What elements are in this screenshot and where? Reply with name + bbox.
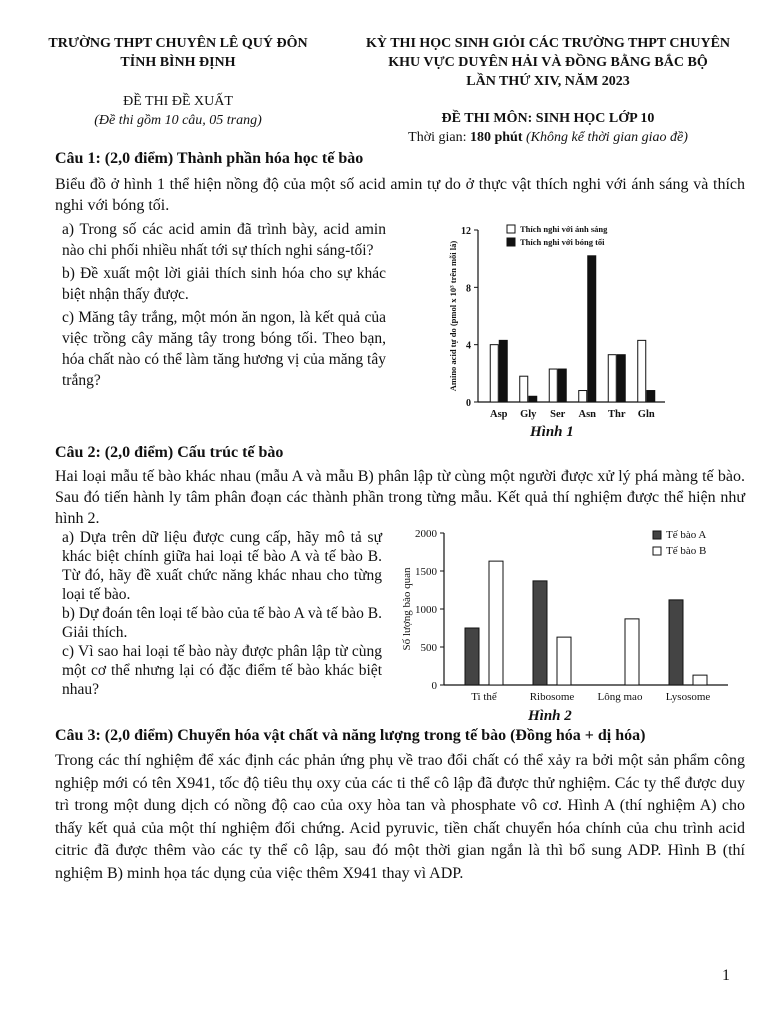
y-axis-label: Số lượng bào quan [401, 567, 413, 651]
bar-gly-2 [529, 396, 537, 402]
x-tick-label: Ti thể [471, 691, 497, 703]
x-tick-label: Gly [520, 409, 537, 420]
bar-asn-2 [588, 256, 596, 402]
bar-gln-2 [647, 391, 655, 402]
q1-title: Câu 1: (2,0 điểm) Thành phần hóa học tế bào [55, 150, 364, 167]
figure-2-chart [398, 525, 730, 710]
q1-parts [62, 219, 386, 391]
page-number: 1 [722, 967, 730, 984]
time-note: (Không kể thời gian giao đề) [526, 130, 688, 145]
school-name [28, 34, 328, 72]
time-line [336, 128, 760, 147]
bar-ser-2 [558, 369, 566, 402]
legend-label: Thích nghi với ánh sáng [520, 224, 608, 234]
bar-asp-1 [490, 345, 498, 402]
q3-title: Câu 3: (2,0 điểm) Chuyển hóa vật chất và năng lượng trong tế bào (Đồng hóa + dị hóa) [55, 727, 646, 744]
proposed-block [28, 92, 328, 130]
y-tick-label: 12 [461, 226, 471, 237]
y-tick-label: 500 [420, 642, 437, 654]
exam-line-1: KỲ THI HỌC SINH GIỎI CÁC TRƯỜNG THPT CHUYÊN [365, 36, 731, 51]
pages-note: (Đề thi gồm 10 câu, 05 trang) [94, 113, 262, 128]
bar-gln-1 [638, 340, 646, 402]
y-tick-label: 1500 [415, 566, 437, 578]
school-line-2: TỈNH BÌNH ĐỊNH [120, 55, 236, 70]
bar-ti-thể-1 [465, 628, 479, 685]
bar-ribosome-1 [533, 581, 547, 685]
x-tick-label: Asn [578, 409, 597, 420]
y-tick-label: 8 [466, 283, 471, 295]
q1-part-b: b) Đề xuất một lời giải thích sinh hóa cho sự khác biệt nhận thấy được. [62, 265, 386, 303]
legend-label: Tế bào B [666, 545, 707, 557]
bar-gly-1 [520, 376, 528, 402]
subject-title: ĐỀ THI MÔN: SINH HỌC LỚP 10 [441, 111, 655, 126]
q2-part-b: b) Dự đoán tên loại tế bào của tế bào A và tế bào B. Giải thích. [62, 605, 382, 641]
q2-intro: Hai loại mẫu tế bào khác nhau (mẫu A và mẫu B) phân lập từ cùng một người được xử lý phá màng tế bào. Sau đó tiến hành ly tâm phân đoạn các thành phần trong từng mẫu. Kết quả thí nghiệm được thể hiện như hình 2. [55, 468, 745, 527]
time-value: 180 phút [469, 130, 523, 145]
bar-asn-1 [579, 391, 587, 402]
q1-intro: Biểu đồ ở hình 1 thể hiện nồng độ của một số acid amin tự do ở thực vật thích nghi với ánh sáng và thích nghi với bóng tối. [55, 176, 745, 214]
q1-part-c: c) Măng tây trắng, một món ăn ngon, là kết quả của việc trồng cây măng tây trong bóng tối. Theo bạn, hóa chất nào có thể làm tăng hương vị của măng tây trắng? [62, 309, 386, 389]
q3-body: Trong các thí nghiệm để xác định các phản ứng phụ về trao đổi chất có thể xảy ra bởi một sản phẩm công nghiệp mới có tên X941, tốc độ tiêu thụ oxy của các ti thể cô lập đã được thử nghiệm. Các ty thể được duy trì trong một dung dịch có nồng độ cao của oxy hòa tan và phosphate vô cơ. Hình A (thí nghiệm A) cho thấy kết quả của một thí nghiệm đối chứng. Acid pyruvic, tiền chất chuyển hóa chính của chu trình acid citric đã được thêm vào các ty thể cô lập, sau đó một thời gian ngắn là thì bổ sung ADP. Hình B (thí nghiệm B) minh họa tác dụng của việc thêm X941 thay vì ADP. [55, 752, 745, 882]
figure-2-caption: Hình 2 [528, 708, 572, 724]
x-tick-label: Thr [607, 409, 626, 420]
y-tick-label: 2000 [415, 528, 437, 540]
bar-thr-2 [617, 355, 625, 402]
x-tick-label: Lysosome [665, 691, 711, 703]
x-tick-label: Ribosome [529, 691, 575, 703]
q2-title: Câu 2: (2,0 điểm) Cấu trúc tế bào [55, 444, 284, 461]
bar-thr-1 [608, 355, 616, 402]
bar-asp-2 [499, 340, 507, 402]
x-tick-label: Asp [489, 409, 508, 420]
q2-part-a: a) Dựa trên dữ liệu được cung cấp, hãy mô tả sự khác biệt chính giữa hai loại tế bào A và tế bào B. Từ đó, hãy đề xuất chức năng khác nhau cho từng loại tế bào. [62, 529, 382, 603]
y-tick-label: 4 [466, 340, 471, 352]
legend-swatch [653, 547, 661, 555]
y-tick-label: 1000 [415, 604, 437, 616]
legend-swatch [653, 531, 661, 539]
bar-ribosome-2 [557, 637, 571, 685]
legend-label: Tế bào A [666, 529, 707, 541]
bar-ser-1 [549, 369, 557, 402]
q2-parts [62, 528, 382, 699]
legend-swatch [507, 238, 515, 246]
proposed-label: ĐỀ THI ĐỀ XUẤT [123, 94, 233, 109]
q2-part-c: c) Vì sao hai loại tế bào này được phân lập từ cùng một cơ thể nhưng lại có đặc điểm tế bào khác biệt nhau? [62, 643, 382, 698]
legend-label: Thích nghi với bóng tối [520, 237, 605, 247]
legend-swatch [507, 225, 515, 233]
figure-1-caption: Hình 1 [530, 424, 574, 440]
y-axis-label: Amino acid tự do (pmol x 10³ trên mỗi lá) [448, 240, 458, 392]
bar-lysosome-2 [693, 675, 707, 685]
exam-name [336, 34, 760, 91]
figure-1-chart [440, 218, 670, 425]
x-tick-label: Gln [637, 409, 655, 420]
bar-lông-mao-2 [625, 619, 639, 685]
bar-lysosome-1 [669, 600, 683, 685]
school-line-1: TRƯỜNG THPT CHUYÊN LÊ QUÝ ĐÔN [48, 36, 308, 51]
q1-part-a: a) Trong số các acid amin đã trình bày, acid amin nào chi phối nhiều nhất tới sự thích nghi sáng-tối? [62, 221, 386, 259]
exam-line-3: LẦN THỨ XIV, NĂM 2023 [466, 74, 630, 89]
x-tick-label: Lông mao [597, 691, 643, 703]
subject-block [336, 109, 760, 147]
bar-ti-thể-2 [489, 561, 503, 685]
x-tick-label: Ser [550, 409, 566, 420]
y-tick-label: 0 [431, 680, 437, 692]
y-tick-label: 0 [466, 398, 471, 409]
exam-line-2: KHU VỰC DUYÊN HẢI VÀ ĐỒNG BẰNG BẮC BỘ [388, 55, 708, 70]
time-prefix: Thời gian: [408, 130, 470, 145]
